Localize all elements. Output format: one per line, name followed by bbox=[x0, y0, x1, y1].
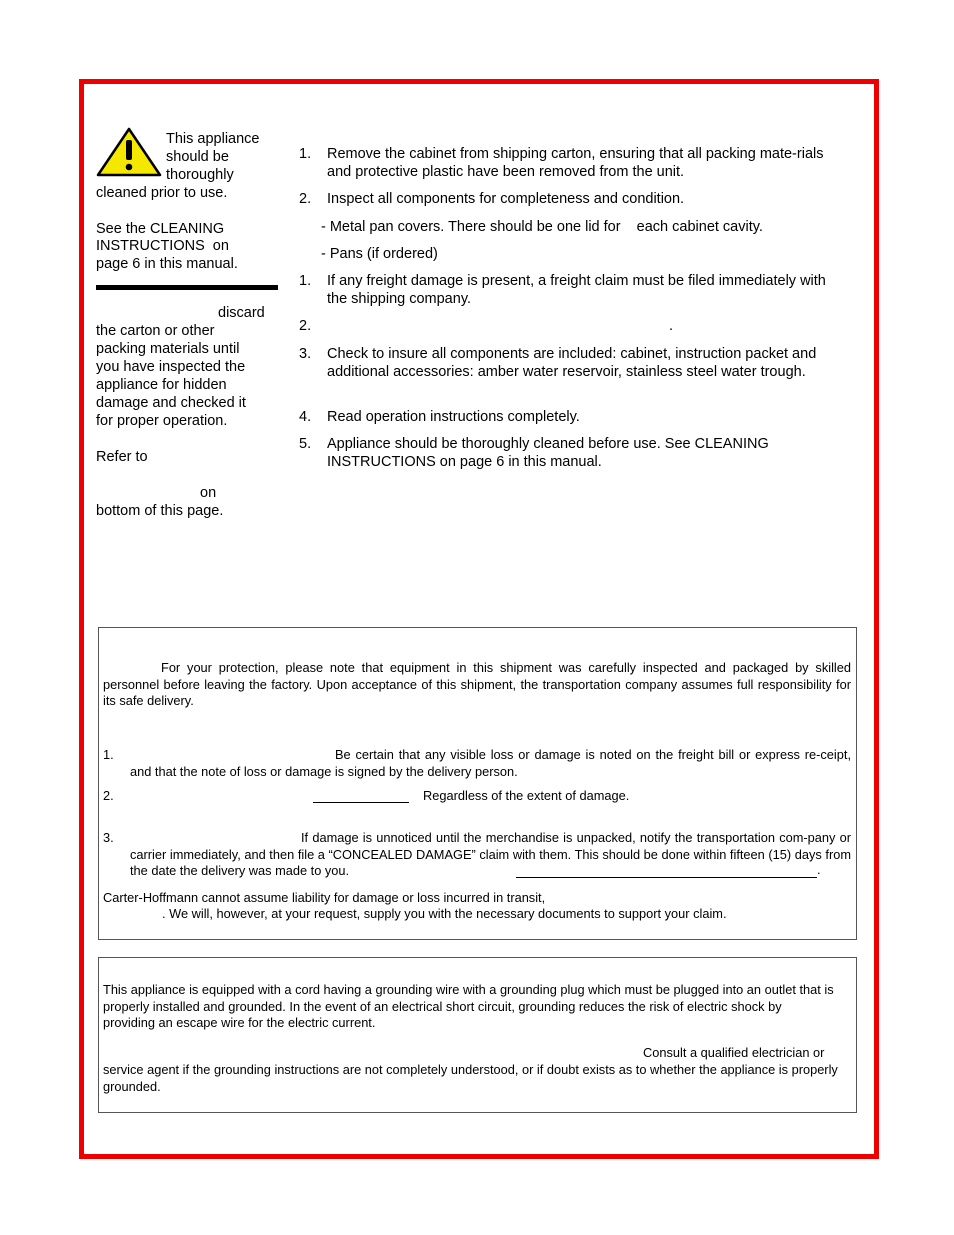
discard-line-4: you have inspected the bbox=[96, 359, 246, 375]
refer-bottom-text: bottom of this page. bbox=[96, 503, 224, 519]
instruction-number: 1. bbox=[299, 273, 312, 289]
shipping-item-1-text: Be certain that any visible loss or damage is noted on the freight bill or express re-ceipt, and that the note of loss or damage is signed by the delivery person. bbox=[130, 747, 851, 779]
sub-item-pan-covers: - Metal pan covers. There should be one lid for each cabinet cavity. bbox=[321, 219, 763, 235]
grounding-para-2-first: Consult a qualified electrician or bbox=[643, 1045, 825, 1060]
instruction-text: If any freight damage is present, a freight claim must be filed immediately with the shipping company. bbox=[327, 273, 826, 307]
cleaning-ref-line-2: INSTRUCTIONS on bbox=[96, 238, 229, 254]
instruction-item bbox=[299, 272, 839, 308]
shipping-item-3-text: If damage is unnoticed until the merchandise is unpacked, notify the transportation com-pany or carrier immediately, and then file a “CONCEALED DAMAGE” claim with them. This should be done within fifteen (15) days from the date the delivery was made to you. bbox=[130, 830, 851, 878]
instruction-number: 4. bbox=[299, 409, 312, 425]
instruction-item bbox=[299, 317, 839, 335]
liability-line-1: Carter-Hoffmann cannot assume liability for damage or loss incurred in transit, bbox=[103, 890, 546, 905]
sidebar-divider bbox=[96, 285, 278, 290]
refer-to-text: Refer to bbox=[96, 449, 148, 465]
discard-line-6: damage and checked it bbox=[96, 395, 246, 411]
instruction-text: Read operation instructions completely. bbox=[327, 409, 580, 425]
discard-line-3: packing materials until bbox=[96, 341, 240, 357]
instruction-item bbox=[299, 345, 839, 381]
caution-line-1: This appliance bbox=[166, 131, 260, 147]
shipping-item-2-number: 2. bbox=[103, 788, 114, 803]
instruction-text: Check to insure all components are included: cabinet, instruction packet and additional accessories: amber water reservoir, stainless steel water trough. bbox=[327, 346, 817, 380]
shipping-item-3-number: 3. bbox=[103, 830, 114, 845]
discard-word: discard bbox=[218, 305, 265, 321]
discard-line-2: the carton or other bbox=[96, 323, 215, 339]
instruction-item bbox=[299, 145, 839, 181]
instruction-text: Appliance should be thoroughly cleaned before use. See CLEANING INSTRUCTIONS on page 6 in this manual. bbox=[327, 436, 769, 470]
discard-line-5: appliance for hidden bbox=[96, 377, 227, 393]
discard-line-7: for proper operation. bbox=[96, 413, 228, 429]
caution-line-2: should be bbox=[166, 149, 229, 165]
cleaning-ref-line-1: See the CLEANING bbox=[96, 221, 225, 237]
instruction-item bbox=[299, 435, 839, 471]
caution-line-4: cleaned prior to use. bbox=[96, 185, 228, 201]
caution-line-3: thoroughly bbox=[166, 167, 234, 183]
instruction-text: . bbox=[669, 318, 674, 334]
grounding-para-2-rest: service agent if the grounding instructions are not completely understood, or if doubt exists as to whether the appliance is properly grounded. bbox=[103, 1062, 838, 1094]
sub-item-pans: - Pans (if ordered) bbox=[321, 246, 438, 262]
instruction-text: Inspect all components for completeness and condition. bbox=[327, 191, 685, 207]
instruction-number: 1. bbox=[299, 146, 312, 162]
instruction-number: 2. bbox=[299, 191, 312, 207]
liability-line-2: . We will, however, at your request, supply you with the necessary documents to support your claim. bbox=[162, 906, 727, 921]
instruction-text: Remove the cabinet from shipping carton, ensuring that all packing mate-rials and protective plastic have been removed from the unit. bbox=[327, 146, 824, 180]
shipping-item-3-end: . bbox=[817, 862, 821, 877]
shipping-item-3-underline bbox=[516, 866, 817, 878]
shipping-intro: For your protection, please note that equipment in this shipment was carefully inspected and packaged by skilled personnel before leaving the factory. Upon acceptance of this shipment, the transportation company assumes full responsibility for its safe delivery. bbox=[103, 660, 851, 708]
shipping-item-1-number: 1. bbox=[103, 747, 114, 762]
shipping-item-2-underline bbox=[313, 791, 409, 803]
instruction-item bbox=[299, 408, 839, 426]
instruction-item bbox=[299, 190, 839, 208]
instruction-number: 3. bbox=[299, 346, 312, 362]
grounding-para-1: This appliance is equipped with a cord having a grounding wire with a grounding plug which must be plugged into an outlet that is properly installed and grounded. In the event of an electrical short circuit, grounding reduces the risk of electric shock by providing an escape wire for the electric current. bbox=[103, 982, 834, 1030]
warning-triangle-icon bbox=[96, 127, 162, 177]
refer-on-text: on bbox=[200, 485, 217, 501]
instruction-number: 5. bbox=[299, 436, 312, 452]
instruction-number: 2. bbox=[299, 318, 312, 334]
shipping-item-2-text: Regardless of the extent of damage. bbox=[423, 788, 630, 803]
cleaning-ref-line-3: page 6 in this manual. bbox=[96, 256, 238, 272]
